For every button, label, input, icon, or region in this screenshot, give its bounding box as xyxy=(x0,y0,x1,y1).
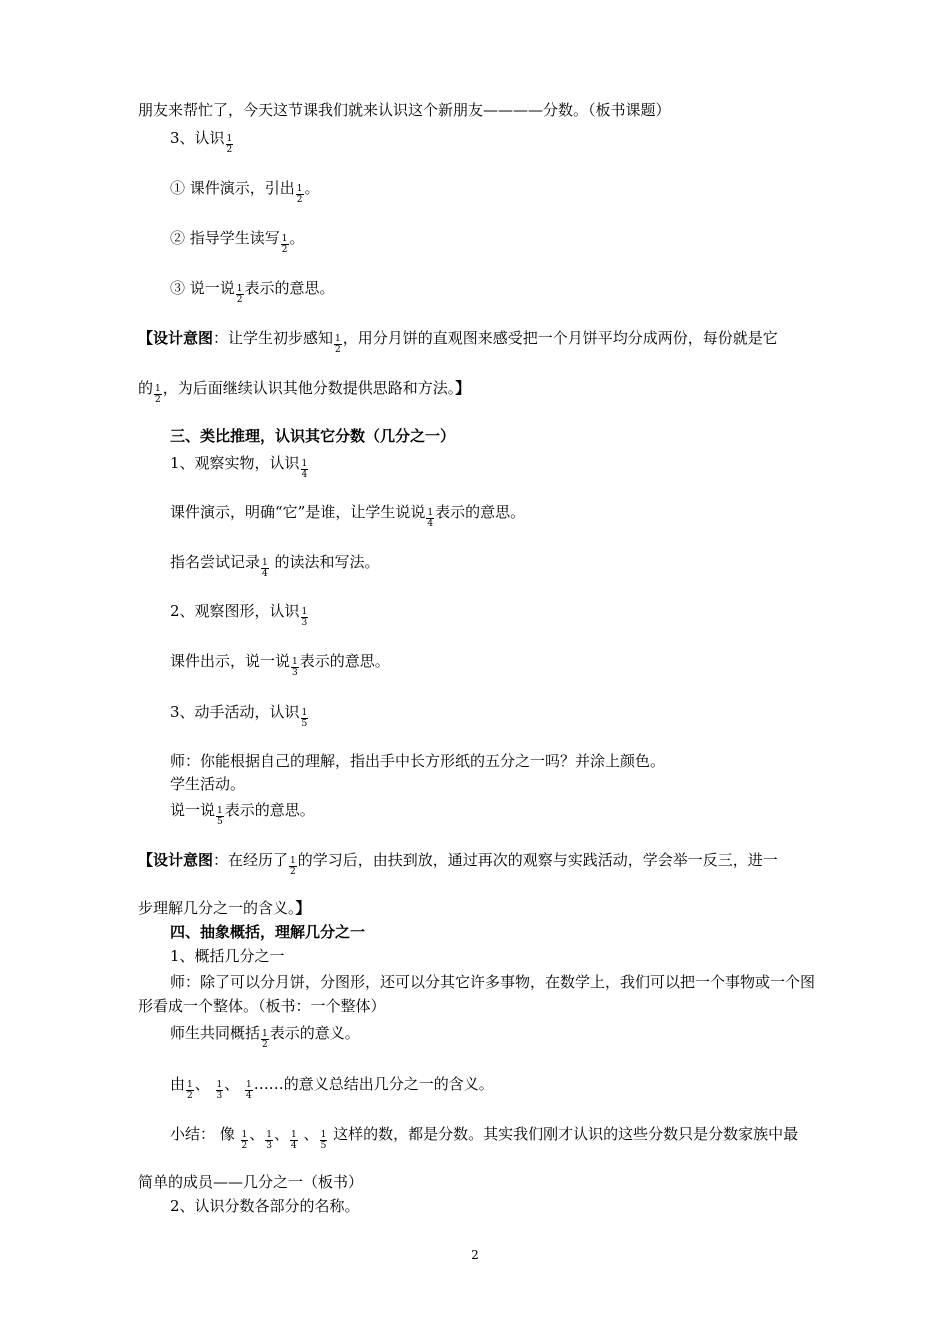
text-run: ：让学生初步感知 xyxy=(213,329,334,347)
text-line xyxy=(170,228,860,255)
text-run: 2、观察图形，认识 xyxy=(170,602,300,620)
text-line xyxy=(170,601,860,628)
text-run: 。 xyxy=(304,179,320,197)
fraction xyxy=(241,1130,249,1151)
fraction-numerator: 1 xyxy=(296,184,303,194)
fraction-numerator: 1 xyxy=(155,384,161,394)
text-run: ，用分月饼的直观图来感受把一个月饼平均分成两份，每份就是它 xyxy=(342,329,778,347)
fraction-numerator: 1 xyxy=(320,1130,327,1140)
fraction-denominator: 2 xyxy=(281,245,288,255)
fraction-denominator: 4 xyxy=(291,1141,297,1151)
fraction-numerator: 1 xyxy=(281,234,288,244)
text-run: 1、概括几分之一 xyxy=(170,947,285,965)
fraction-denominator: 4 xyxy=(301,470,308,480)
text-line xyxy=(170,1196,860,1216)
text-run: 的 xyxy=(138,379,154,397)
text-run: ……的意义总结出几分之一的含义。 xyxy=(253,1075,494,1093)
text-line xyxy=(170,453,860,480)
text-line xyxy=(170,774,860,794)
text-run: 。 xyxy=(289,229,305,247)
fraction xyxy=(236,284,244,305)
fraction-numerator: 1 xyxy=(241,1130,248,1140)
text-run: 师生共同概括 xyxy=(170,1024,261,1042)
fraction-numerator: 1 xyxy=(301,459,308,469)
fraction-numerator: 1 xyxy=(290,856,296,866)
text-line xyxy=(170,946,860,966)
text-line xyxy=(170,128,860,155)
text-run: 、 xyxy=(274,1125,290,1143)
fraction-denominator: 3 xyxy=(292,668,298,678)
text-line xyxy=(170,972,860,992)
fraction-denominator: 3 xyxy=(266,1141,273,1151)
fraction xyxy=(245,1080,253,1101)
text-run: 表示的意思。 xyxy=(435,503,526,521)
text-run: 小结： 像 xyxy=(170,1125,240,1143)
text-run: 朋友来帮忙了，今天这节课我们就来认识这个新朋友————分数。（板书课题） xyxy=(138,101,671,119)
text-line xyxy=(170,800,860,827)
fraction-denominator: 2 xyxy=(236,295,243,305)
fraction-numerator: 1 xyxy=(301,607,308,617)
text-run: 表示的意思。 xyxy=(244,279,335,297)
text-line xyxy=(170,502,860,529)
text-run: 1、观察实物，认识 xyxy=(170,454,300,472)
text-run: 、 xyxy=(194,1075,215,1093)
fraction-numerator: 1 xyxy=(266,1130,273,1140)
text-run: ：在经历了 xyxy=(213,851,289,869)
text-line xyxy=(170,651,860,678)
fraction-numerator: 1 xyxy=(216,1080,223,1090)
fraction-denominator: 4 xyxy=(427,519,434,529)
fraction-denominator: 2 xyxy=(155,395,161,405)
text-line xyxy=(138,328,860,355)
fraction xyxy=(216,1080,224,1101)
text-run: 【设计意图 xyxy=(138,329,214,347)
text-run: 师：你能根据自己的理解，指出手中长方形纸的五分之一吗？并涂上颜色。 xyxy=(170,752,666,770)
text-line xyxy=(170,552,860,579)
text-line xyxy=(170,1023,860,1050)
text-run: 形看成一个整体。（板书：一个整体） xyxy=(138,997,386,1015)
fraction-denominator: 2 xyxy=(290,867,296,877)
fraction-denominator: 2 xyxy=(187,1091,193,1101)
text-line xyxy=(138,996,860,1016)
text-run: 、 xyxy=(298,1125,319,1143)
text-run: ① 课件演示，引出 xyxy=(170,179,295,197)
text-run: 步理解几分之一的含义。 xyxy=(138,899,296,917)
text-run: ③ 说一说 xyxy=(170,279,235,297)
fraction-denominator: 4 xyxy=(246,1091,252,1101)
fraction xyxy=(301,708,309,729)
fraction-denominator: 3 xyxy=(301,618,308,628)
fraction xyxy=(265,1130,273,1151)
text-run: 的学习后，由扶到放，通过再次的观察与实践活动，学会举一反三，进一 xyxy=(297,851,778,869)
fraction xyxy=(296,184,304,205)
text-run: 3、认识 xyxy=(170,129,225,147)
text-run: 简单的成员——几分之一（板书） xyxy=(138,1173,364,1191)
text-run: 师：除了可以分月饼，分图形，还可以分其它许多事物，在数学上，我们可以把一个事物或一个图 xyxy=(170,973,816,991)
fraction-denominator: 5 xyxy=(320,1141,327,1151)
fraction-numerator: 1 xyxy=(226,134,233,144)
fraction xyxy=(261,1029,269,1050)
text-run: 指名尝试记录 xyxy=(170,553,261,571)
fraction-numerator: 1 xyxy=(262,1029,268,1039)
fraction-denominator: 5 xyxy=(217,817,223,827)
fraction-numerator: 1 xyxy=(292,657,298,667)
fraction-numerator: 1 xyxy=(217,806,223,816)
page-number: 2 xyxy=(471,1248,479,1262)
text-run: 三、类比推理，认识其它分数（几分之一） xyxy=(170,427,456,445)
fraction xyxy=(186,1080,194,1101)
text-run: 课件演示，明确“它”是谁，让学生说说 xyxy=(170,503,426,521)
fraction xyxy=(290,1130,298,1151)
text-line xyxy=(138,100,860,120)
fraction-denominator: 2 xyxy=(262,1040,268,1050)
fraction xyxy=(154,384,162,405)
fraction xyxy=(426,508,434,529)
text-line xyxy=(170,278,860,305)
text-run: 说一说 xyxy=(170,801,216,819)
fraction-numerator: 1 xyxy=(291,1130,297,1140)
text-run: 【设计意图 xyxy=(138,851,214,869)
fraction-numerator: 1 xyxy=(335,334,341,344)
fraction-denominator: 3 xyxy=(216,1091,223,1101)
text-run: 四、抽象概括，理解几分之一 xyxy=(170,923,366,941)
text-run: ，为后面继续认识其他分数提供思路和方法。 xyxy=(162,379,456,397)
text-run: 表示的意思。 xyxy=(224,801,315,819)
fraction-numerator: 1 xyxy=(187,1080,193,1090)
text-line xyxy=(170,702,860,729)
text-run: 的读法和写法。 xyxy=(269,553,380,571)
text-run: 课件出示，说一说 xyxy=(170,652,291,670)
text-line xyxy=(170,1124,860,1151)
text-run: 】 xyxy=(295,899,311,917)
text-line xyxy=(170,1074,860,1101)
fraction-denominator: 2 xyxy=(241,1141,248,1151)
fraction xyxy=(261,558,269,579)
text-line xyxy=(170,922,860,942)
text-run: 3、动手活动，认识 xyxy=(170,703,300,721)
text-run: 表示的意义。 xyxy=(269,1024,360,1042)
fraction-denominator: 2 xyxy=(226,145,233,155)
text-run: 由 xyxy=(170,1075,186,1093)
fraction xyxy=(289,856,297,877)
fraction xyxy=(216,806,224,827)
text-run: 】 xyxy=(455,379,471,397)
fraction xyxy=(301,607,309,628)
text-line xyxy=(170,178,860,205)
text-line xyxy=(170,751,860,771)
fraction xyxy=(320,1130,328,1151)
fraction xyxy=(281,234,289,255)
fraction-numerator: 1 xyxy=(301,708,308,718)
text-line xyxy=(170,426,860,446)
fraction-numerator: 1 xyxy=(427,508,434,518)
text-run: ② 指导学生读写 xyxy=(170,229,280,247)
text-line xyxy=(138,898,860,918)
text-line xyxy=(138,1172,860,1192)
fraction-numerator: 1 xyxy=(262,558,268,568)
fraction xyxy=(301,459,309,480)
fraction-denominator: 4 xyxy=(262,569,268,579)
fraction-numerator: 1 xyxy=(236,284,243,294)
fraction xyxy=(334,334,342,355)
text-line xyxy=(138,378,860,405)
fraction-denominator: 2 xyxy=(296,195,303,205)
text-run: 2、认识分数各部分的名称。 xyxy=(170,1197,360,1215)
text-line xyxy=(138,850,860,877)
fraction-denominator: 5 xyxy=(301,719,308,729)
text-run: 表示的意思。 xyxy=(299,652,390,670)
text-run: 、 xyxy=(224,1075,245,1093)
text-run: 这样的数，都是分数。其实我们刚才认识的这些分数只是分数家族中最 xyxy=(328,1125,799,1143)
fraction xyxy=(226,134,234,155)
text-run: 学生活动。 xyxy=(170,775,246,793)
fraction xyxy=(291,657,299,678)
text-run: 、 xyxy=(249,1125,265,1143)
fraction-denominator: 2 xyxy=(335,345,341,355)
fraction-numerator: 1 xyxy=(246,1080,252,1090)
